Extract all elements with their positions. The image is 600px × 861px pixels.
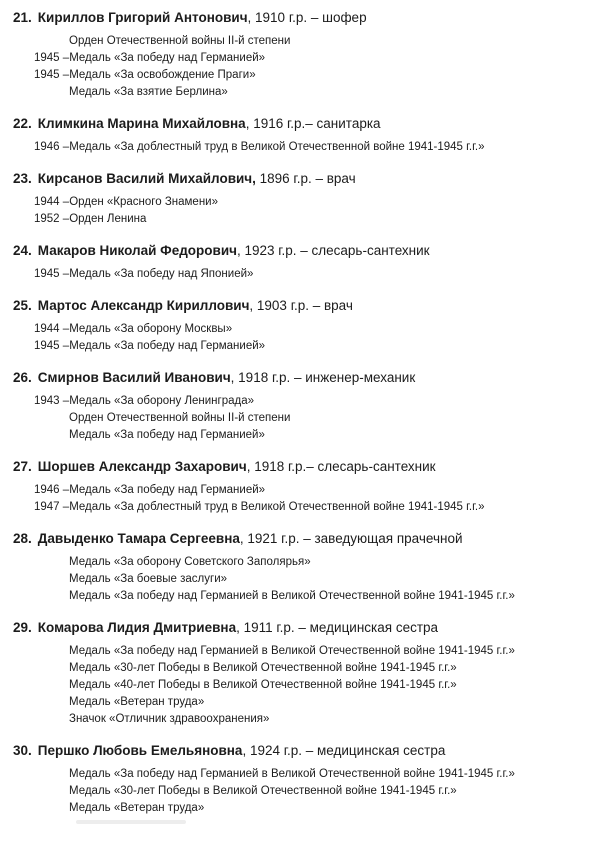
person-entry xyxy=(13,369,580,444)
award-line xyxy=(13,677,580,694)
awards-list xyxy=(13,554,580,605)
person-entry xyxy=(13,9,580,101)
award-year: 1944 – xyxy=(34,323,70,335)
award-text: Медаль «30-лет Победы в Великой Отечественной войне 1941-1945 г.г.» xyxy=(69,785,457,797)
award-text: Медаль «40-лет Победы в Великой Отечественной войне 1941-1945 г.г.» xyxy=(69,679,457,691)
award-text: Медаль «За освобождение Праги» xyxy=(69,69,256,81)
entry-details: , 1903 г.р. – врач xyxy=(249,298,353,313)
entry-header xyxy=(13,297,580,315)
award-year: 1943 – xyxy=(34,395,70,407)
entry-name: Першко Любовь Емельяновна xyxy=(37,743,243,758)
awards-list xyxy=(13,194,580,228)
entry-details: , 1911 г.р. – медицинская сестра xyxy=(236,620,439,635)
award-text: Значок «Отличник здравоохранения» xyxy=(69,713,270,725)
scan-artifact xyxy=(76,820,186,824)
person-entry xyxy=(13,170,580,228)
entry-name: Макаров Николай Федорович xyxy=(37,243,237,258)
award-year xyxy=(34,643,69,660)
award-line xyxy=(13,783,580,800)
award-text: Медаль «За победу над Германией» xyxy=(69,484,266,496)
award-year xyxy=(34,783,69,800)
entry-header xyxy=(13,530,580,548)
award-text: Медаль «За победу над Германией в Великой Отечественной войне 1941-1945 г.г.» xyxy=(69,768,515,780)
entry-number: 24. xyxy=(13,243,32,258)
award-text: Медаль «За победу над Германией в Великой Отечественной войне 1941-1945 г.г.» xyxy=(69,645,515,657)
entry-number: 22. xyxy=(13,116,32,131)
award-year xyxy=(34,677,69,694)
award-year xyxy=(34,660,69,677)
award-year: 1945 – xyxy=(34,340,70,352)
entries-list xyxy=(13,9,580,817)
entry-name: Шоршев Александр Захарович xyxy=(37,459,247,474)
award-year xyxy=(34,588,69,605)
award-year xyxy=(34,554,69,571)
entry-number: 27. xyxy=(13,459,32,474)
entry-header xyxy=(13,742,580,760)
person-entry xyxy=(13,115,580,156)
awards-list xyxy=(13,393,580,444)
person-entry xyxy=(13,530,580,605)
award-text: Медаль «За оборону Ленинграда» xyxy=(69,395,254,407)
awards-list xyxy=(13,139,580,156)
awards-list xyxy=(13,321,580,355)
award-line xyxy=(13,660,580,677)
award-year: 1946 – xyxy=(34,484,70,496)
award-text: Медаль «За доблестный труд в Великой Отечественной войне 1941-1945 г.г.» xyxy=(69,501,485,513)
entry-header xyxy=(13,170,580,188)
award-line xyxy=(13,643,580,660)
award-year: 1952 – xyxy=(34,213,70,225)
entry-number: 26. xyxy=(13,370,32,385)
entry-name: Кирсанов Василий Михайлович, xyxy=(37,171,256,186)
awards-list xyxy=(13,482,580,516)
award-year xyxy=(34,694,69,711)
award-year: 1947 – xyxy=(34,501,70,513)
entry-header xyxy=(13,115,580,133)
entry-number: 29. xyxy=(13,620,32,635)
award-line xyxy=(13,766,580,783)
person-entry xyxy=(13,619,580,728)
award-line xyxy=(13,321,580,338)
award-text: Медаль «Ветеран труда» xyxy=(69,696,205,708)
entry-details: , 1921 г.р. – заведующая прачечной xyxy=(239,531,463,546)
award-text: Медаль «За оборону Москвы» xyxy=(69,323,233,335)
entry-name: Смирнов Василий Иванович xyxy=(37,370,231,385)
awards-list xyxy=(13,643,580,728)
award-year xyxy=(34,800,69,817)
entry-details: , 1916 г.р.– санитарка xyxy=(245,116,381,131)
award-line xyxy=(13,410,580,427)
award-line xyxy=(13,33,580,50)
award-line xyxy=(13,571,580,588)
award-text: Орден Отечественной войны II-й степени xyxy=(69,35,291,47)
award-line xyxy=(13,67,580,84)
entry-name: Кириллов Григорий Антонович xyxy=(37,10,248,25)
award-year xyxy=(34,571,69,588)
person-entry xyxy=(13,297,580,355)
award-line xyxy=(13,211,580,228)
award-text: Медаль «За доблестный труд в Великой Отечественной войне 1941-1945 г.г.» xyxy=(69,141,485,153)
person-entry xyxy=(13,242,580,283)
entry-header xyxy=(13,9,580,27)
entry-header xyxy=(13,458,580,476)
entry-number: 23. xyxy=(13,171,32,186)
award-line xyxy=(13,482,580,499)
award-line xyxy=(13,338,580,355)
awards-list xyxy=(13,766,580,817)
award-year xyxy=(34,711,69,728)
award-year: 1945 – xyxy=(34,69,70,81)
award-line xyxy=(13,800,580,817)
award-text: Орден «Красного Знамени» xyxy=(69,196,218,208)
award-text: Орден Ленина xyxy=(69,213,147,225)
award-text: Медаль «За боевые заслуги» xyxy=(69,573,228,585)
entry-name: Комарова Лидия Дмитриевна xyxy=(37,620,237,635)
award-line xyxy=(13,84,580,101)
award-line xyxy=(13,554,580,571)
awards-list xyxy=(13,266,580,283)
award-text: Медаль «Ветеран труда» xyxy=(69,802,205,814)
person-entry xyxy=(13,742,580,817)
award-year: 1946 – xyxy=(34,141,70,153)
award-year xyxy=(34,410,69,427)
award-line xyxy=(13,694,580,711)
award-text: Медаль «За победу над Германией» xyxy=(69,52,266,64)
entry-name: Давыденко Тамара Сергеевна xyxy=(37,531,240,546)
entry-details: , 1918 г.р.– слесарь-сантехник xyxy=(246,459,436,474)
entry-number: 21. xyxy=(13,10,32,25)
entry-header xyxy=(13,369,580,387)
award-text: Медаль «За оборону Советского Заполярья» xyxy=(69,556,311,568)
award-year: 1945 – xyxy=(34,52,70,64)
award-line xyxy=(13,588,580,605)
award-line xyxy=(13,711,580,728)
award-year xyxy=(34,33,69,50)
award-text: Медаль «За победу над Германией в Великой Отечественной войне 1941-1945 г.г.» xyxy=(69,590,515,602)
award-text: Медаль «За победу над Японией» xyxy=(69,268,254,280)
awards-list xyxy=(13,33,580,101)
award-year xyxy=(34,84,69,101)
award-year xyxy=(34,766,69,783)
award-line xyxy=(13,50,580,67)
award-text: Медаль «30-лет Победы в Великой Отечественной войне 1941-1945 г.г.» xyxy=(69,662,457,674)
award-line xyxy=(13,194,580,211)
award-year xyxy=(34,427,69,444)
entry-details: , 1918 г.р. – инженер-механик xyxy=(230,370,416,385)
award-text: Медаль «За победу над Германией» xyxy=(69,340,266,352)
award-line xyxy=(13,266,580,283)
award-text: Медаль «За взятие Берлина» xyxy=(69,86,228,98)
entry-name: Климкина Марина Михайловна xyxy=(37,116,246,131)
entry-details: , 1923 г.р. – слесарь-сантехник xyxy=(236,243,430,258)
entry-number: 28. xyxy=(13,531,32,546)
award-year: 1945 – xyxy=(34,268,70,280)
award-text: Орден Отечественной войны II-й степени xyxy=(69,412,291,424)
entry-details: , 1924 г.р. – медицинская сестра xyxy=(242,743,446,758)
entry-name: Мартос Александр Кириллович xyxy=(37,298,250,313)
award-line xyxy=(13,139,580,156)
entry-number: 30. xyxy=(13,743,32,758)
entry-number: 25. xyxy=(13,298,32,313)
person-entry xyxy=(13,458,580,516)
entry-details: 1896 г.р. – врач xyxy=(255,171,356,186)
award-line xyxy=(13,499,580,516)
award-line xyxy=(13,427,580,444)
award-year: 1944 – xyxy=(34,196,70,208)
award-text: Медаль «За победу над Германией» xyxy=(69,429,265,441)
entry-header xyxy=(13,619,580,637)
award-line xyxy=(13,393,580,410)
entry-details: , 1910 г.р. – шофер xyxy=(247,10,367,25)
entry-header xyxy=(13,242,580,260)
